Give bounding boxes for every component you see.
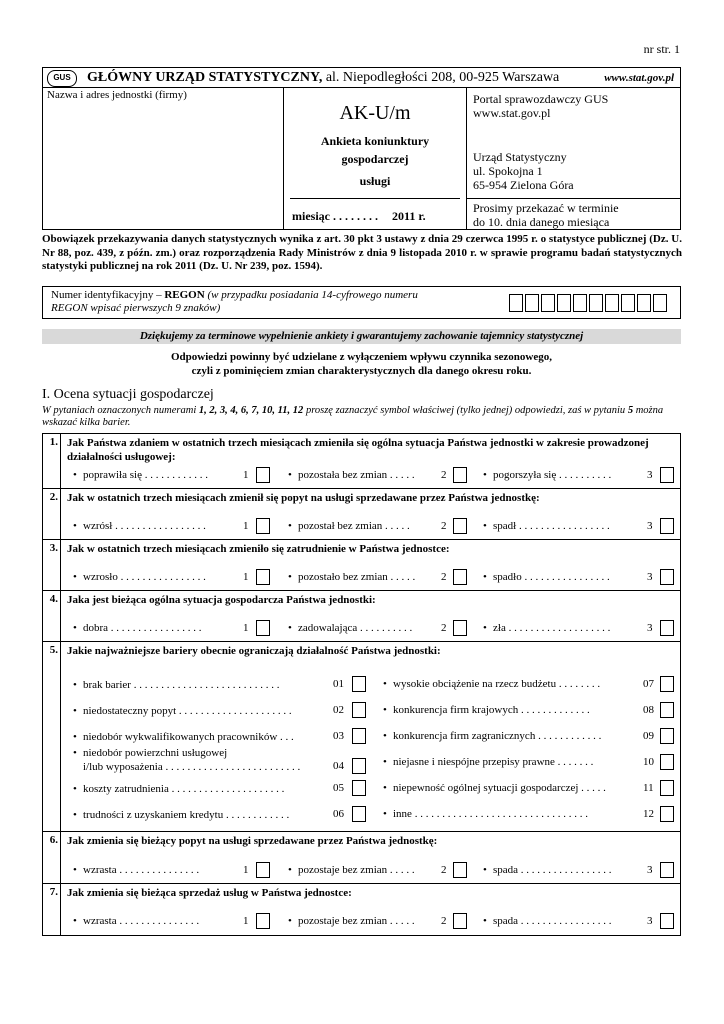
answer-checkbox[interactable] <box>660 620 674 636</box>
answer-label: spadł . . . . . . . . . . . . . . . . . <box>493 520 610 532</box>
question-number: 3. <box>43 540 61 590</box>
answer-option <box>73 520 206 532</box>
office2-line2: ul. Spokojna 1 <box>473 164 543 178</box>
barrier-option <box>383 704 590 716</box>
barrier-checkbox[interactable] <box>660 676 674 692</box>
answer-code: 3 <box>647 469 653 481</box>
answer-label: dobra . . . . . . . . . . . . . . . . . <box>83 622 202 634</box>
question-number: 6. <box>43 832 61 883</box>
question-text: Jaka jest bieżąca ogólna sytuacja gospodarcza Państwa jednostki: <box>67 594 376 606</box>
bullet-icon: • <box>288 864 292 876</box>
barrier-label: konkurencja firm krajowych . . . . . . . . . . . . . <box>393 704 590 716</box>
barrier-label: niedobór wykwalifikowanych pracowników . . . <box>83 731 294 743</box>
barrier-label-line2: i/lub wyposażenia . . . . . . . . . . . . . . . . . . . . . . . . . <box>83 761 301 773</box>
bullet-icon: • <box>73 809 77 821</box>
question-text: Jak w ostatnich trzech miesiącach zmienił się popyt na usługi sprzedawane przez Państwa jednostkę: <box>67 492 540 504</box>
office2-line3: 65-954 Zielona Góra <box>473 178 574 192</box>
question-row <box>43 884 680 935</box>
answer-code: 1 <box>243 520 249 532</box>
regon-label-line2: REGON wpisać pierwszych 9 znaków) <box>51 302 221 314</box>
answer-label: pozostaje bez zmian . . . . . <box>298 864 415 876</box>
bullet-icon: • <box>383 756 387 768</box>
regon-digit-box[interactable] <box>525 294 539 312</box>
barrier-checkbox[interactable] <box>352 702 366 718</box>
regon-field <box>42 286 681 319</box>
answer-option <box>483 915 612 927</box>
section-subtitle <box>42 405 682 429</box>
answer-code: 2 <box>441 571 447 583</box>
answer-label: pozostaje bez zmian . . . . . <box>298 915 415 927</box>
barrier-code: 01 <box>333 678 344 690</box>
legal-obligation: Obowiązek przekazywania danych statystycznych wynika z art. 30 pkt 3 ustawy z dnia 29 czerwca 1995 r. o statystyce publicznej (Dz. U. Nr 88, poz. 439, z późn. zm.) oraz rozporządzenia Rady Ministrów z dnia 9 listopada 2010 r. w sprawie programu badań statystycznych statystyki publicznej na rok 2011 (Dz. U. Nr 239, poz. 1594). <box>42 233 682 272</box>
deadline-line2: do 10. dnia danego miesiąca <box>473 215 610 229</box>
answer-checkbox[interactable] <box>453 913 467 929</box>
barrier-checkbox[interactable] <box>352 758 366 774</box>
regon-digit-box[interactable] <box>541 294 555 312</box>
answer-checkbox[interactable] <box>453 620 467 636</box>
regon-digit-box[interactable] <box>557 294 571 312</box>
regon-digit-box[interactable] <box>621 294 635 312</box>
barrier-label: koszty zatrudnienia . . . . . . . . . . . . . . . . . . . . . <box>83 783 285 795</box>
answer-label: zadowalająca . . . . . . . . . . <box>298 622 413 634</box>
subtitle-number: 5 <box>627 405 634 416</box>
form-title <box>284 132 466 168</box>
bullet-icon: • <box>483 622 487 634</box>
office2-line1: Urząd Statystyczny <box>473 150 567 164</box>
answer-option <box>483 469 611 481</box>
answer-label: spada . . . . . . . . . . . . . . . . . <box>493 915 612 927</box>
bullet-icon: • <box>73 679 77 691</box>
answer-code: 2 <box>441 864 447 876</box>
regon-input-boxes <box>509 294 667 312</box>
page-number: nr str. 1 <box>643 42 680 56</box>
subtitle-part: proszę zaznaczyć symbol właściwej (tylko jednej) odpowiedzi, zaś w pytaniu <box>303 405 628 416</box>
answer-code: 1 <box>243 469 249 481</box>
answer-option <box>483 864 612 876</box>
month-label: miesiąc . . . . . . . . <box>292 209 378 223</box>
answer-code: 3 <box>647 622 653 634</box>
barrier-label: inne . . . . . . . . . . . . . . . . . . . . . . . . . . . . . . . . <box>393 808 588 820</box>
bullet-icon: • <box>73 915 77 927</box>
question-number: 2. <box>43 489 61 539</box>
answer-checkbox[interactable] <box>660 913 674 929</box>
question-number: 7. <box>43 884 61 935</box>
regon-label-italic: (w przypadku posiadania 14-cyfrowego numeru <box>204 289 418 301</box>
question-row <box>43 591 680 642</box>
barrier-code: 10 <box>643 756 654 768</box>
bullet-icon: • <box>73 705 77 717</box>
answer-option <box>288 915 415 927</box>
question-text: Jak Państwa zdaniem w ostatnich trzech miesiącach zmieniła się ogólna sytuacja Państwa jednostki w zakresie prowadzonej działalności usługowej: <box>67 437 649 463</box>
question-row <box>43 832 680 884</box>
answer-checkbox[interactable] <box>453 467 467 483</box>
thanks-banner: Dziękujemy za terminowe wypełnienie ankiety i gwarantujemy zachowanie tajemnicy statystycznej <box>42 329 681 344</box>
regon-digit-box[interactable] <box>605 294 619 312</box>
answer-code: 2 <box>441 469 447 481</box>
question-text: Jak w ostatnich trzech miesiącach zmieniło się zatrudnienie w Państwa jednostce: <box>67 543 450 555</box>
answer-code: 3 <box>647 864 653 876</box>
bullet-icon: • <box>73 783 77 795</box>
answer-code: 1 <box>243 915 249 927</box>
office-address-block <box>473 150 574 192</box>
barrier-label: niejasne i niespójne przepisy prawne . . . . . . . <box>393 756 594 768</box>
answer-checkbox[interactable] <box>256 518 270 534</box>
form-header <box>42 67 681 230</box>
answer-code: 2 <box>441 520 447 532</box>
regon-label <box>51 289 418 315</box>
office-title <box>87 70 559 86</box>
answer-checkbox[interactable] <box>660 467 674 483</box>
barrier-code: 03 <box>333 730 344 742</box>
bullet-icon: • <box>383 808 387 820</box>
submission-info <box>467 88 680 229</box>
form-title-line2: gospodarczej <box>341 152 409 166</box>
barrier-code: 11 <box>643 782 654 794</box>
barrier-code: 02 <box>333 704 344 716</box>
question-number: 5. <box>43 642 61 831</box>
form-title-line1: Ankieta koniunktury <box>320 134 430 148</box>
bullet-icon: • <box>483 915 487 927</box>
bullet-icon: • <box>483 864 487 876</box>
barrier-checkbox[interactable] <box>352 728 366 744</box>
bullet-icon: • <box>288 571 292 583</box>
question-row <box>43 434 680 489</box>
answer-code: 1 <box>243 622 249 634</box>
divider <box>290 198 460 199</box>
questions-table <box>42 433 681 936</box>
barrier-option <box>383 808 588 820</box>
answer-checkbox[interactable] <box>256 569 270 585</box>
barrier-option <box>73 808 289 822</box>
answer-label: zła . . . . . . . . . . . . . . . . . . . <box>493 622 611 634</box>
bullet-icon: • <box>73 731 77 743</box>
portal-line2: www.stat.gov.pl <box>473 106 551 120</box>
answer-option <box>73 864 199 876</box>
question-row <box>43 642 680 832</box>
question-text: Jakie najważniejsze bariery obecnie ograniczają działalność Państwa jednostki: <box>67 645 441 657</box>
bullet-icon: • <box>288 469 292 481</box>
bullet-icon: • <box>73 469 77 481</box>
barrier-option <box>73 704 292 718</box>
header-top-row <box>43 68 680 88</box>
answer-option <box>288 520 410 532</box>
answer-checkbox[interactable] <box>660 862 674 878</box>
answer-code: 3 <box>647 571 653 583</box>
barrier-checkbox[interactable] <box>352 676 366 692</box>
barrier-option <box>383 730 601 742</box>
instructions <box>42 350 681 378</box>
barrier-option <box>73 746 300 774</box>
barrier-option <box>383 782 606 794</box>
barrier-label: konkurencja firm zagranicznych . . . . . . . . . . . . <box>393 730 602 742</box>
barrier-code: 07 <box>643 678 654 690</box>
bullet-icon: • <box>383 678 387 690</box>
answer-option <box>73 915 199 927</box>
barrier-checkbox[interactable] <box>660 754 674 770</box>
answer-label: spadło . . . . . . . . . . . . . . . . <box>493 571 610 583</box>
form-id-block <box>284 88 467 229</box>
barrier-label: niedobór powierzchni usługowej <box>83 747 228 759</box>
answer-option <box>288 864 415 876</box>
unit-name-field[interactable] <box>43 88 284 229</box>
answer-option <box>73 469 208 481</box>
office-address: al. Niepodległości 208, 00-925 Warszawa <box>322 70 560 85</box>
answer-option <box>73 571 206 583</box>
barrier-code: 09 <box>643 730 654 742</box>
barrier-code: 08 <box>643 704 654 716</box>
bullet-icon: • <box>73 747 77 759</box>
barrier-label: wysokie obciążenie na rzecz budżetu . . . . . . . . <box>393 678 601 690</box>
answer-option <box>73 622 202 634</box>
section-title: I. Ocena sytuacji gospodarczej <box>42 387 214 402</box>
barrier-option <box>383 678 600 690</box>
form-code: AK-U/m <box>339 102 411 124</box>
question-text: Jak zmienia się bieżący popyt na usługi sprzedawane przez Państwa jednostkę: <box>67 835 438 847</box>
bullet-icon: • <box>73 520 77 532</box>
bullet-icon: • <box>73 571 77 583</box>
barrier-label: trudności z uzyskaniem kredytu . . . . . . . . . . . . <box>83 809 290 821</box>
bullet-icon: • <box>483 571 487 583</box>
barrier-option <box>383 756 593 768</box>
barrier-code: 04 <box>333 760 344 772</box>
barrier-option <box>73 730 294 744</box>
barrier-option <box>73 678 279 692</box>
bullet-icon: • <box>288 622 292 634</box>
answer-label: wzrasta . . . . . . . . . . . . . . . <box>83 864 200 876</box>
answer-option <box>288 571 415 583</box>
answer-option <box>483 622 610 634</box>
regon-digit-box[interactable] <box>653 294 667 312</box>
question-row <box>43 540 680 591</box>
barrier-checkbox[interactable] <box>660 728 674 744</box>
regon-label-prefix: Numer identyfikacyjny – <box>51 289 165 301</box>
answer-label: pozostał bez zmian . . . . . <box>298 520 410 532</box>
answer-label: pozostało bez zmian . . . . . <box>298 571 416 583</box>
question-number: 4. <box>43 591 61 641</box>
barrier-option <box>73 782 284 796</box>
bullet-icon: • <box>383 730 387 742</box>
regon-digit-box[interactable] <box>509 294 523 312</box>
bullet-icon: • <box>73 864 77 876</box>
regon-digit-box[interactable] <box>637 294 651 312</box>
answer-checkbox[interactable] <box>453 569 467 585</box>
subtitle-part: można wskazać kilka barier. <box>42 405 664 428</box>
bullet-icon: • <box>383 704 387 716</box>
instruction-line1: Odpowiedzi powinny być udzielane z wyłączeniem wpływu czynnika sezonowego, <box>170 351 553 363</box>
answer-label: pogorszyła się . . . . . . . . . . <box>493 469 612 481</box>
barrier-checkbox[interactable] <box>660 702 674 718</box>
year-label: 2011 r. <box>392 209 426 223</box>
question-text: Jak zmienia się bieżąca sprzedaż usług w Państwa jednostce: <box>67 887 352 899</box>
answer-label: spada . . . . . . . . . . . . . . . . . <box>493 864 612 876</box>
answer-code: 2 <box>441 915 447 927</box>
answer-checkbox[interactable] <box>256 862 270 878</box>
regon-digit-box[interactable] <box>589 294 603 312</box>
month-field[interactable] <box>292 209 466 224</box>
answer-label: poprawiła się . . . . . . . . . . . . <box>83 469 208 481</box>
barrier-code: 12 <box>643 808 654 820</box>
instruction-line2: czyli z pominięciem zmian charakterystycznych dla danego okresu roku. <box>191 365 532 377</box>
answer-checkbox[interactable] <box>256 620 270 636</box>
answer-code: 2 <box>441 622 447 634</box>
subtitle-numbers: 1, 2, 3, 4, 6, 7, 10, 11, 12 <box>198 405 304 416</box>
answer-code: 1 <box>243 864 249 876</box>
gus-logo: GUS <box>47 70 77 87</box>
regon-digit-box[interactable] <box>573 294 587 312</box>
portal-line1: Portal sprawozdawczy GUS <box>473 92 609 106</box>
bullet-icon: • <box>73 622 77 634</box>
barrier-checkbox[interactable] <box>660 806 674 822</box>
answer-code: 3 <box>647 915 653 927</box>
question-row <box>43 489 680 540</box>
answer-code: 3 <box>647 520 653 532</box>
bullet-icon: • <box>288 915 292 927</box>
deadline-line1: Prosimy przekazać w terminie <box>473 201 619 215</box>
answer-checkbox[interactable] <box>660 569 674 585</box>
divider <box>467 198 680 199</box>
barrier-label: niedostateczny popyt . . . . . . . . . . . . . . . . . . . . . <box>83 705 292 717</box>
answer-label: pozostała bez zmian . . . . . <box>298 469 415 481</box>
answer-checkbox[interactable] <box>453 518 467 534</box>
answer-code: 1 <box>243 571 249 583</box>
bullet-icon: • <box>483 520 487 532</box>
subtitle-part: W pytaniach oznaczonych numerami <box>42 405 199 416</box>
answer-checkbox[interactable] <box>660 518 674 534</box>
bullet-icon: • <box>288 520 292 532</box>
bullet-icon: • <box>383 782 387 794</box>
answer-label: wzrasta . . . . . . . . . . . . . . . <box>83 915 200 927</box>
barrier-code: 06 <box>333 808 344 820</box>
answer-option <box>483 571 610 583</box>
website[interactable]: www.stat.gov.pl <box>604 72 674 84</box>
barrier-code: 05 <box>333 782 344 794</box>
portal-info <box>473 92 608 120</box>
answer-option <box>288 622 412 634</box>
barrier-checkbox[interactable] <box>352 806 366 822</box>
barrier-checkbox[interactable] <box>660 780 674 796</box>
barrier-label: brak barier . . . . . . . . . . . . . . . . . . . . . . . . . . . <box>83 679 280 691</box>
regon-label-bold: REGON <box>164 289 205 301</box>
unit-name-label: Nazwa i adres jednostki (firmy) <box>47 89 187 101</box>
office-name: GŁÓWNY URZĄD STATYSTYCZNY, <box>87 70 323 85</box>
form-subject: usługi <box>359 174 391 188</box>
answer-label: wzrosło . . . . . . . . . . . . . . . . <box>83 571 206 583</box>
answer-checkbox[interactable] <box>453 862 467 878</box>
answer-checkbox[interactable] <box>256 913 270 929</box>
answer-label: wzrósł . . . . . . . . . . . . . . . . . <box>83 520 206 532</box>
bullet-icon: • <box>483 469 487 481</box>
answer-option <box>483 520 610 532</box>
question-number: 1. <box>43 434 61 488</box>
deadline-note <box>473 201 619 229</box>
barrier-label: niepewność ogólnej sytuacji gospodarczej . . . . . <box>393 782 606 794</box>
answer-checkbox[interactable] <box>256 467 270 483</box>
barrier-checkbox[interactable] <box>352 780 366 796</box>
answer-option <box>288 469 415 481</box>
